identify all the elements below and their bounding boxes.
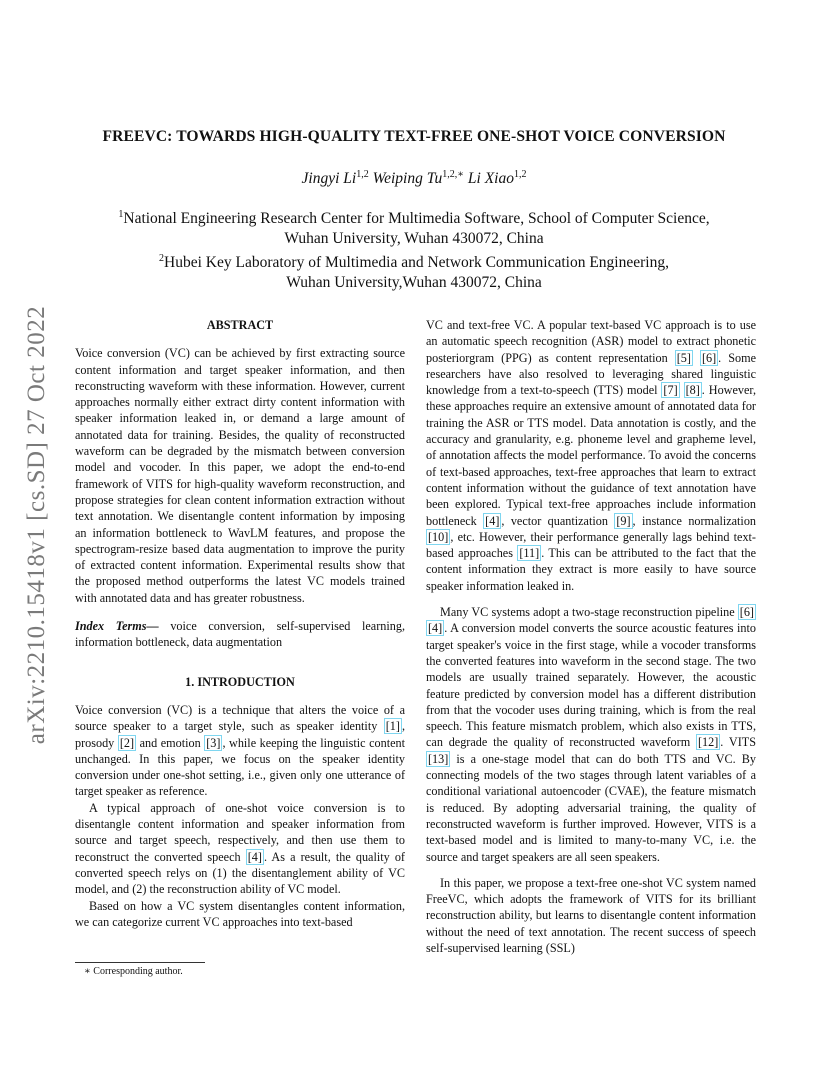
author-name: Weiping Tu bbox=[372, 170, 443, 188]
intro-heading: 1. INTRODUCTION bbox=[185, 674, 295, 689]
affiliations bbox=[60, 205, 768, 293]
intro-paragraph-3: Based on how a VC system disentangles content information, we can categorize current VC approaches into text-based bbox=[75, 898, 405, 929]
abstract-text: Voice conversion (VC) can be achieved by first extracting source content information and target speaker information, and then reconstructing waveform with these information. However, current approaches normally either extract dirty content information with speaker information leaked in, or demand a large amount of annotated data for training. Besides, the quality of reconstructed waveform can be degraded by the mismatch between conversion model and vocoder. In this paper, we adopt the end-to-end framework of VITS for high-quality waveform reconstruction, and propose strategies for clean content information extraction without text annotation. We disentangle content information by imposing an information bottleneck to WavLM features, and propose the spectrogram-resize based data augmentation to improve the purity of extracted content information. Experimental results show that the proposed method outperforms the latest VC models trained with annotated data and has greater robustness. bbox=[75, 346, 405, 605]
author-name: Jingyi Li bbox=[301, 170, 357, 188]
author-affil-mark: 1,2,∗ bbox=[442, 169, 465, 180]
citation-link[interactable]: [7] bbox=[663, 383, 678, 398]
intro-paragraph-1: Voice conversion (VC) is a technique that alters the voice of a source speaker to a target style, such as speaker identity [1] , prosody [2] and emotion [3] , while keeping the linguistic content unchanged. In this paper, we focus on the speaker identity conversion under one-shot setting, i.e., given only one utterance of target speaker as reference. bbox=[75, 702, 405, 799]
citation-link[interactable]: [12] bbox=[697, 735, 719, 750]
citation-link[interactable]: [11] bbox=[519, 546, 540, 561]
author-affil-mark: 1,2 bbox=[356, 169, 369, 180]
citation-link[interactable]: [6] bbox=[739, 605, 754, 620]
author-name: Li Xiao bbox=[467, 170, 514, 188]
footnote-divider bbox=[75, 962, 205, 963]
abstract-heading: ABSTRACT bbox=[206, 318, 274, 332]
citation-link[interactable]: [6] bbox=[701, 350, 717, 365]
affiliation-1-line2: Wuhan University, Wuhan 430072, China bbox=[284, 230, 544, 248]
intro-paragraph-2: A typical approach of one-shot voice conversion is to disentangle content information and speaker information from source and target speech, respectively, and then use them to reconstruct the converted speech [4] . As a result, the quality of converted speech relys on (1) the disentanglement ability of VC model, and (2) the reconstruction ability of VC model. bbox=[75, 800, 405, 897]
author-list bbox=[60, 169, 768, 188]
footnote: ∗ Corresponding author. bbox=[84, 966, 183, 977]
citation-link[interactable]: [8] bbox=[685, 383, 700, 398]
index-terms bbox=[75, 618, 405, 651]
affiliation-2-line2: Wuhan University,Wuhan 430072, China bbox=[286, 274, 542, 292]
affil-text: National Engineering Research Center for Multimedia Software, School of Computer Science, bbox=[123, 210, 710, 228]
right-paragraph-1: VC and text-free VC. A popular text-based VC approach is to use an automatic speech recognition (ASR) model to extract phonetic posteriorgram (PPG) as content representation [5] [6] . Some researchers have also resolved to leveraging shared linguistic knowledge from a text-to-speech (TTS) model [7] [8] . However, these approaches require an extensive amount of annotated data for training the ASR or TTS model. Data annotation is costly, and the accuracy and granularity, e.g. phoneme level and grapheme level, of annotation affects the model performance. To avoid the concerns of text-based approaches, text-free approaches that learn to extract content information without the guidance of text annotation have been explored. Typical text-free approaches include information bottleneck [4] , vector quantization [9] , instance normalization [10] , etc. However, their performance generally lags behind text-based approaches [11] . This can be attributed to the fact that the content information they extract is more easily to have source speaker information leaked in. bbox=[426, 318, 757, 593]
citation-link[interactable]: [10] bbox=[428, 529, 449, 544]
affiliation-2-line1 bbox=[60, 249, 768, 273]
paper-title: FREEVC: TOWARDS HIGH-QUALITY TEXT-FREE ONE-SHOT VOICE CONVERSION bbox=[102, 128, 726, 145]
citation-link[interactable]: [2] bbox=[119, 735, 135, 750]
affiliation-1-line1 bbox=[60, 205, 768, 229]
left-column bbox=[75, 317, 405, 930]
citation-link[interactable]: [4] bbox=[428, 621, 443, 636]
citation-link[interactable]: [4] bbox=[485, 513, 500, 528]
citation-link[interactable]: [3] bbox=[206, 735, 221, 750]
author-affil-mark: 1,2 bbox=[513, 169, 527, 180]
index-terms-text: voice conversion, self-supervised learning, information bottleneck, data augmentation bbox=[75, 619, 405, 650]
citation-link[interactable]: [5] bbox=[676, 350, 691, 365]
citation-link[interactable]: [4] bbox=[247, 849, 262, 864]
citation-link[interactable]: [1] bbox=[385, 719, 400, 734]
right-paragraph-2: Many VC systems adopt a two-stage reconstruction pipeline [6] [4] . A conversion model converts the source acoustic features into target speaker's voice in the first stage, while a vocoder transforms the converted features into waveform in the second stage. The two models are usually trained separately. However, the acoustic feature predicted by conversion model has a different distribution from that the vocoder uses during training, which is from the real speech. This feature mismatch problem, which also exists in TTS, can degrade the quality of reconstructed waveform [12] . VITS [13] is a one-stage model that can do both TTS and VC. By connecting models of the two stages through latent variables of a conditional variational autoencoder (CVAE), the feature mismatch is reduced. By adopting adversarial training, the quality of reconstructed waveform is further improved. However, VITS is a text-based model and is limited to many-to-many VC, i.e. the source and target speakers are all seen speakers. bbox=[426, 605, 756, 864]
affil-mark: 2 bbox=[159, 253, 165, 265]
citation-link[interactable]: [9] bbox=[616, 513, 631, 528]
affil-mark: 1 bbox=[118, 209, 124, 220]
affil-text: Hubei Key Laboratory of Multimedia and Network Communication Engineering, bbox=[164, 254, 669, 272]
right-column bbox=[426, 317, 756, 956]
arxiv-stamp bbox=[24, 290, 50, 760]
index-terms-label: Index Terms— bbox=[75, 619, 159, 634]
citation-link[interactable]: [13] bbox=[428, 751, 449, 766]
arxiv-stamp-text: arXiv:2210.15418v1 [cs.SD] 27 Oct 2022 bbox=[23, 305, 50, 745]
right-paragraph-3: In this paper, we propose a text-free one-shot VC system named FreeVC, which adopts the framework of VITS for its brilliant reconstruction ability, but learns to disentangle content information without the need of text annotation. The recent success of speech self-supervised learning (SSL) bbox=[426, 875, 756, 955]
